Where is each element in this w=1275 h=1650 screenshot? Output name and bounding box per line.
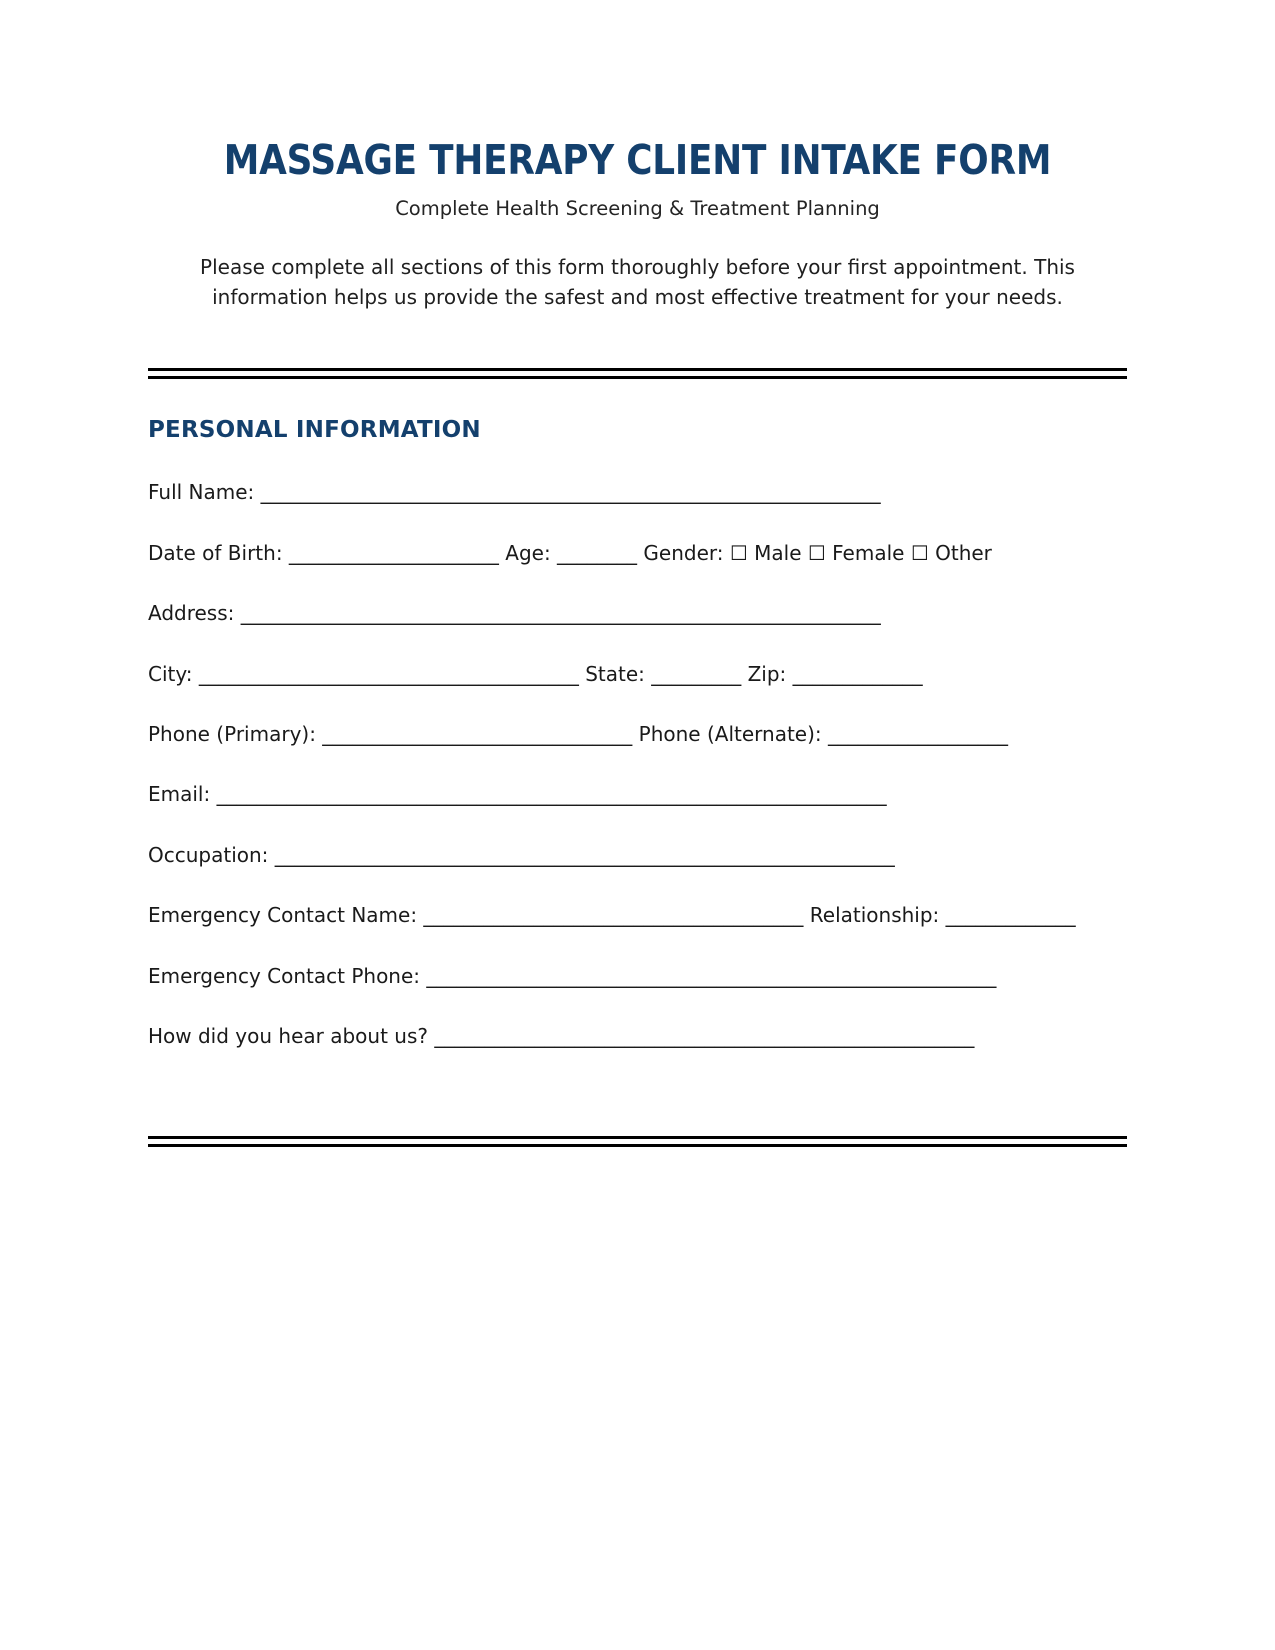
- field-dob-age-gender[interactable]: Date of Birth: _____________________ Age: ________ Gender: ☐ Male ☐ Female ☐ Other: [148, 540, 992, 565]
- divider-bottom: [148, 1136, 1127, 1147]
- personal-information-fields: [148, 443, 1127, 1051]
- page-title: MASSAGE THERAPY CLIENT INTAKE FORM: [223, 136, 1052, 184]
- field-full-name[interactable]: Full Name: ______________________________________________________________: [148, 480, 881, 505]
- field-address[interactable]: Address: ________________________________________________________________: [148, 601, 881, 626]
- page-content: [148, 0, 1127, 1147]
- field-city-state-zip[interactable]: City: ______________________________________ State: _________ Zip: _____________: [148, 661, 923, 686]
- field-occupation[interactable]: Occupation: ______________________________________________________________: [148, 842, 895, 867]
- divider-top: [148, 368, 1127, 379]
- field-emergency-contact-name[interactable]: Emergency Contact Name: ______________________________________ Relationship: _____________: [148, 903, 1076, 928]
- field-email[interactable]: Email: ___________________________________________________________________: [148, 782, 887, 807]
- intro-paragraph: Please complete all sections of this form thoroughly before your first appointment. This information helps us provide the safest and most effective treatment for your needs.: [200, 254, 1075, 309]
- section-heading-personal-information: PERSONAL INFORMATION: [148, 417, 481, 444]
- field-phone[interactable]: Phone (Primary): _______________________________ Phone (Alternate): __________________: [148, 721, 1008, 746]
- page-subtitle: Complete Health Screening & Treatment Planning: [395, 197, 880, 221]
- field-emergency-contact-phone[interactable]: Emergency Contact Phone: _________________________________________________________: [148, 963, 997, 988]
- field-referral-source[interactable]: How did you hear about us? ______________________________________________________: [148, 1023, 975, 1048]
